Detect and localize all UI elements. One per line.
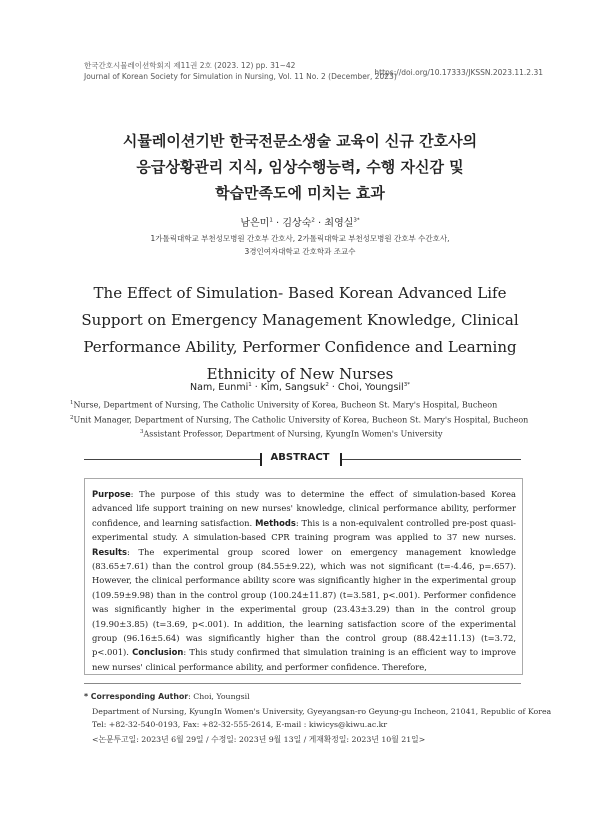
korean-title-line: 응급상황관리 지식, 임상수행능력, 수행 자신감 및 <box>136 158 464 176</box>
korean-affiliations <box>0 232 600 258</box>
author-sup: 2 <box>311 217 315 224</box>
author-name: 남은미 <box>240 218 270 229</box>
corresponding-label: * Corresponding Author <box>84 692 189 701</box>
author-name: Nam, Eunmi <box>190 382 249 394</box>
abstract-rule-right <box>342 459 521 460</box>
author-name: Choi, Youngsil <box>337 382 404 394</box>
author-sup: 1 <box>269 217 273 224</box>
author-name: Kim, Sangsuk <box>260 382 326 394</box>
journal-header-english: Journal of Korean Society for Simulation in Nursing, Vol. 11 No. 2 (December, 2023) <box>84 72 397 81</box>
author-separator: · <box>328 382 338 394</box>
korean-title-line: 학습만족도에 미치는 효과 <box>215 184 385 202</box>
english-title-line: Ethnicity of New Nurses <box>206 365 394 383</box>
english-title-line: The Effect of Simulation- Based Korean Advanced Life <box>93 284 507 302</box>
doi-link[interactable]: https://doi.org/10.17333/JKSSN.2023.11.2.31 <box>374 68 543 77</box>
conclusion-label: Conclusion <box>132 647 184 658</box>
abstract-heading: ABSTRACT <box>270 452 330 463</box>
affiliation-line: 3경인여자대학교 간호학과 조교수 <box>244 247 356 256</box>
english-title <box>0 280 600 388</box>
author-sup: 1 <box>248 382 252 388</box>
english-affiliations <box>70 397 540 441</box>
author-name: 최영실 <box>324 218 354 229</box>
author-name: 김상숙 <box>282 218 312 229</box>
purpose-text: : The purpose of this study was to determine the effect of simulation-based Korea advanced life support training on new nurses' knowledge, clinical performance ability, performer confidence, and learning satisfaction. <box>92 489 516 528</box>
affiliation-line: 1가톨릭대학교 부천성모병원 간호부 간호사, 2가톨릭대학교 부천성모병원 간호부 수간호사, <box>150 234 450 243</box>
korean-title <box>0 128 600 206</box>
conclusion-text: : This study confirmed that simulation training is an efficient way to improve new nurses' clinical performance ability, and performer confidence. Therefore, <box>92 647 516 672</box>
korean-title-line: 시뮬레이션기반 한국전문소생술 교육이 신규 간호사의 <box>122 132 478 150</box>
methods-text: : This is a non-equivalent controlled pre-post quasi-experimental study. A simulation-based CPR training program was applied to 37 new nurses. <box>92 517 516 543</box>
affiliation-text: Assistant Professor, Department of Nursing, KyungIn Women's University <box>143 429 443 439</box>
affiliation-text: Unit Manager, Department of Nursing, The Catholic University of Korea, Bucheon St. Mary's Hospital, Bucheon <box>73 415 529 425</box>
affiliation-text: Nurse, Department of Nursing, The Catholic University of Korea, Bucheon St. Mary's Hospital, Bucheon <box>73 400 498 410</box>
footnote-rule <box>84 683 521 684</box>
corresponding-name: : Choi, Youngsil <box>188 692 250 701</box>
author-sup: 2 <box>325 382 329 388</box>
purpose-label: Purpose <box>92 489 131 499</box>
corresponding-contact: Tel: +82-32-540-0193, Fax: +82-32-555-2614, E-mail : kiwicys@kiwu.ac.kr <box>92 720 388 729</box>
abstract-body <box>92 487 516 674</box>
english-title-line: Performance Ability, Performer Confidence and Learning <box>83 338 517 356</box>
corresponding-author <box>84 692 250 701</box>
results-label: Results <box>92 546 127 557</box>
english-authors <box>0 382 600 393</box>
affiliation-line <box>70 412 540 427</box>
author-sup: 3* <box>403 382 410 388</box>
affiliation-sup: 3 <box>140 429 144 436</box>
author-separator: · <box>272 218 283 229</box>
journal-header-korean: 한국간호시뮬레이션학회지 제11권 2호 (2023. 12) pp. 31~42 <box>84 61 296 70</box>
affiliation-line <box>70 426 540 441</box>
results-text: : The experimental group scored lower on emergency management knowledge (83.65±7.61) than the control group (84.55±9.22), which was not significant (t=-4.46, p=.657). However, the clinical performance ability score was significantly higher in the experimental group (109.59±9.98) than in the control group (100.24±11.87) (t=3.581, p<.001). Performer confidence was significantly higher in the experimental group (23.43±3.29) than in the control group (19.90±3.85) (t=3.69, p<.001). In addition, the learning satisfaction score of the experimental group (96.16±5.64) was significantly higher than the control group (88.42±11.13) (t=3.72, p<.001). <box>92 546 516 658</box>
methods-label: Methods <box>255 517 296 528</box>
submission-dates: <논문투고일: 2023년 6월 29일 / 수정일: 2023년 9월 13일 / 게재확정일: 2023년 10월 21일> <box>92 735 426 744</box>
affiliation-sup: 1 <box>70 400 74 406</box>
author-sup: 3* <box>353 217 360 224</box>
author-separator: · <box>314 218 325 229</box>
author-separator: · <box>251 382 261 394</box>
affiliation-sup: 2 <box>70 414 74 421</box>
korean-authors <box>0 214 600 229</box>
corresponding-address: Department of Nursing, KyungIn Women's University, Gyeyangsan-ro Geyung-gu Incheon, 21041, Republic of Korea <box>92 707 552 716</box>
english-title-line: Support on Emergency Management Knowledge, Clinical <box>81 311 519 329</box>
affiliation-line <box>70 397 540 412</box>
